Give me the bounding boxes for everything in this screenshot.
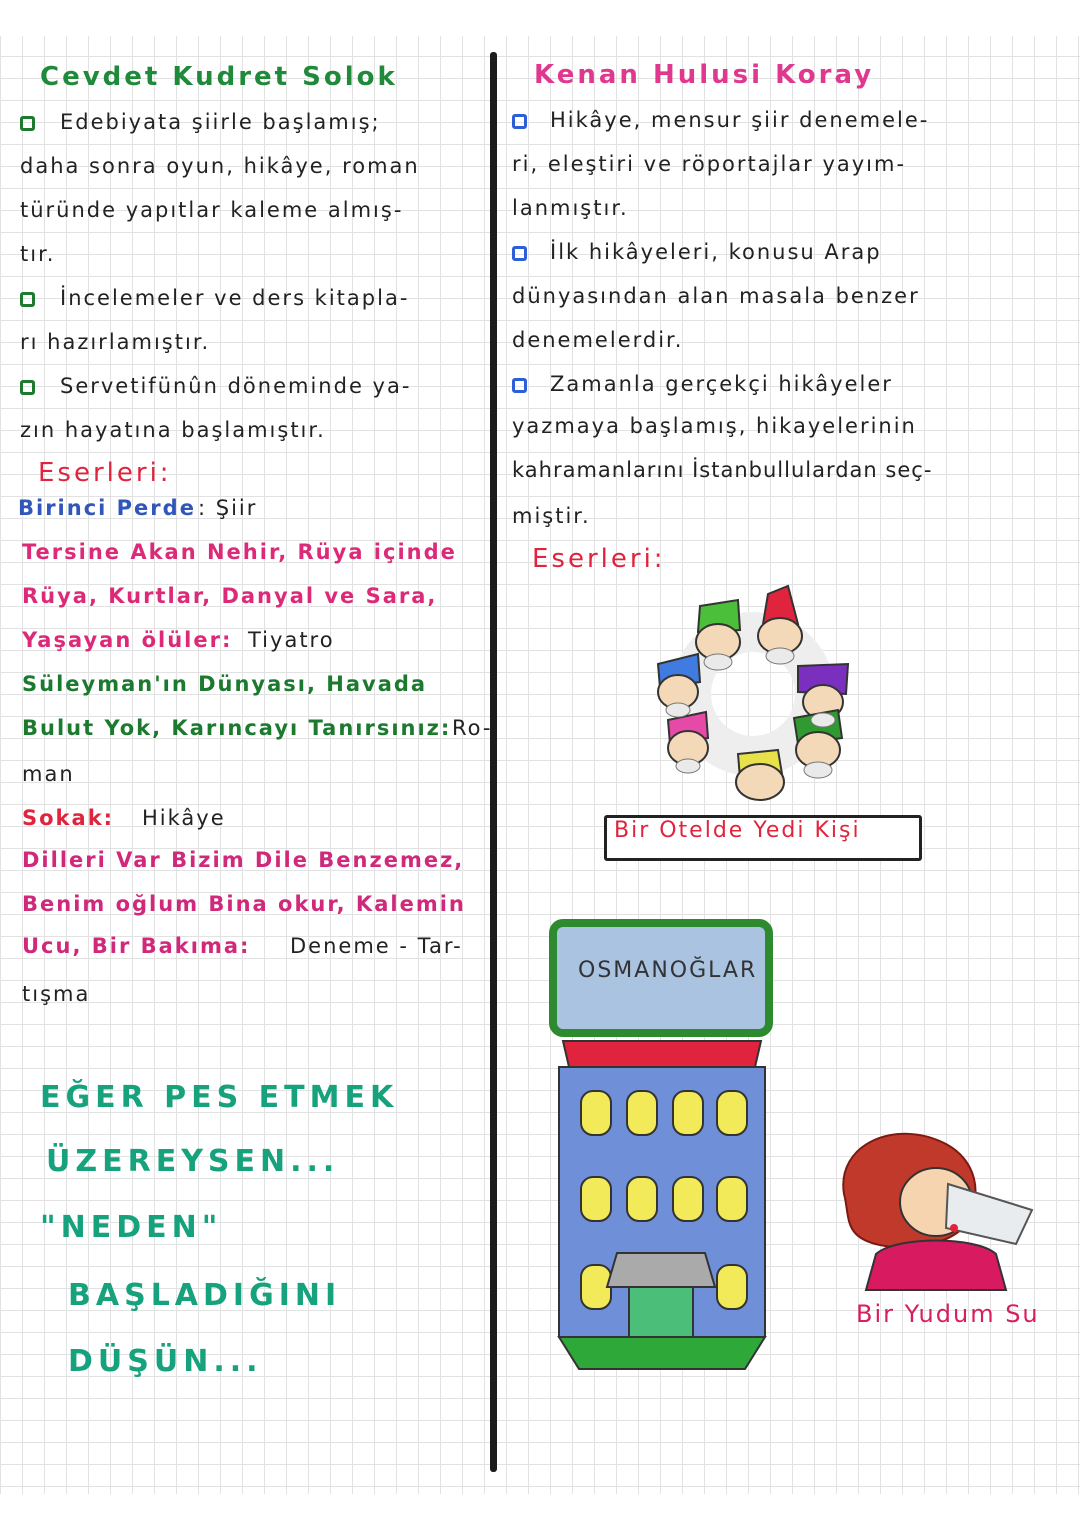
works-line-3: Rüya, Kurtlar, Danyal ve Sara, bbox=[22, 584, 438, 608]
left-line-5: İncelemeler ve ders kitapla- bbox=[60, 286, 410, 310]
right-line-1: Hikâye, mensur şiir denemele- bbox=[550, 108, 930, 132]
checkbox-icon bbox=[20, 380, 35, 395]
girl-drinking-illustration bbox=[836, 1124, 1042, 1294]
checkbox-icon bbox=[512, 378, 527, 393]
left-line-2: daha sonra oyun, hikâye, roman bbox=[20, 154, 420, 178]
work-sokak: Sokak: bbox=[22, 806, 115, 830]
genre-tiyatro: Tiyatro bbox=[248, 628, 335, 652]
genre-siir: : Şiir bbox=[198, 496, 258, 520]
checkbox-icon bbox=[512, 114, 527, 129]
right-line-5: dünyasından alan masala benzer bbox=[512, 284, 920, 308]
works-line-9: Dilleri Var Bizim Dile Benzemez, bbox=[22, 848, 465, 872]
right-line-2: ri, eleştiri ve röportajlar yayım- bbox=[512, 152, 907, 176]
genre-roman-part2: man bbox=[22, 762, 75, 786]
works-line-5: Süleyman'ın Dünyası, Havada bbox=[22, 672, 428, 696]
left-line-3: türünde yapıtlar kaleme almış- bbox=[20, 198, 404, 222]
work-birinci-perde: Birinci Perde bbox=[18, 496, 196, 520]
right-author-title: Kenan Hulusi Koray bbox=[534, 60, 875, 90]
works-line-11: Ucu, Bir Bakıma: bbox=[22, 934, 251, 958]
genre-deneme: Deneme - Tar- bbox=[290, 934, 463, 958]
left-line-7: Servetifünûn döneminde ya- bbox=[60, 374, 412, 398]
right-works-heading: Eserleri: bbox=[532, 544, 666, 574]
dwarfs-caption: Bir Otelde Yedi Kişi bbox=[614, 818, 861, 843]
motivation-line-5: DÜŞÜN... bbox=[68, 1344, 263, 1379]
works-line-10: Benim oğlum Bina okur, Kalemin bbox=[22, 892, 466, 916]
genre-deneme-cont: tışma bbox=[22, 982, 91, 1006]
left-line-6: rı hazırlamıştır. bbox=[20, 330, 211, 354]
column-divider bbox=[490, 52, 497, 1472]
right-line-7: Zamanla gerçekçi hikâyeler bbox=[550, 372, 893, 396]
motivation-line-3: "NEDEN" bbox=[40, 1210, 223, 1245]
works-line-6: Bulut Yok, Karıncayı Tanırsınız: bbox=[22, 716, 452, 740]
motivation-line-4: BAŞLADIĞINI bbox=[68, 1278, 342, 1313]
checkbox-icon bbox=[20, 292, 35, 307]
left-author-title: Cevdet Kudret Solok bbox=[40, 62, 398, 92]
motivation-line-1: EĞER PES ETMEK bbox=[40, 1080, 399, 1115]
right-line-10: miştir. bbox=[512, 504, 591, 528]
drink-caption: Bir Yudum Su bbox=[856, 1300, 1040, 1328]
hotel-building-illustration bbox=[545, 915, 777, 1377]
hotel-sign-text: OSMANOĞLAR bbox=[578, 958, 758, 983]
works-line-2: Tersine Akan Nehir, Rüya içinde bbox=[22, 540, 457, 564]
left-line-8: zın hayatına başlamıştır. bbox=[20, 418, 326, 442]
genre-hikaye: Hikâye bbox=[142, 806, 226, 830]
right-line-3: lanmıştır. bbox=[512, 196, 629, 220]
right-line-6: denemelerdir. bbox=[512, 328, 684, 352]
works-line-4: Yaşayan ölüler: bbox=[22, 628, 233, 652]
sheet-bottom-margin bbox=[0, 1494, 1080, 1528]
left-works-heading: Eserleri: bbox=[38, 458, 172, 488]
sheet-top-margin bbox=[0, 0, 1080, 36]
right-line-4: İlk hikâyeleri, konusu Arap bbox=[550, 240, 882, 264]
right-line-8: yazmaya başlamış, hikayelerinin bbox=[512, 414, 917, 438]
checkbox-icon bbox=[512, 246, 527, 261]
genre-roman-part1: Ro- bbox=[452, 716, 493, 740]
motivation-line-2: ÜZEREYSEN... bbox=[46, 1144, 340, 1179]
right-line-9: kahramanlarını İstanbullulardan seç- bbox=[512, 458, 933, 482]
left-line-4: tır. bbox=[20, 242, 56, 266]
dwarfs-illustration bbox=[648, 584, 858, 804]
checkbox-icon bbox=[20, 116, 35, 131]
left-line-1: Edebiyata şiirle başlamış; bbox=[60, 110, 381, 134]
